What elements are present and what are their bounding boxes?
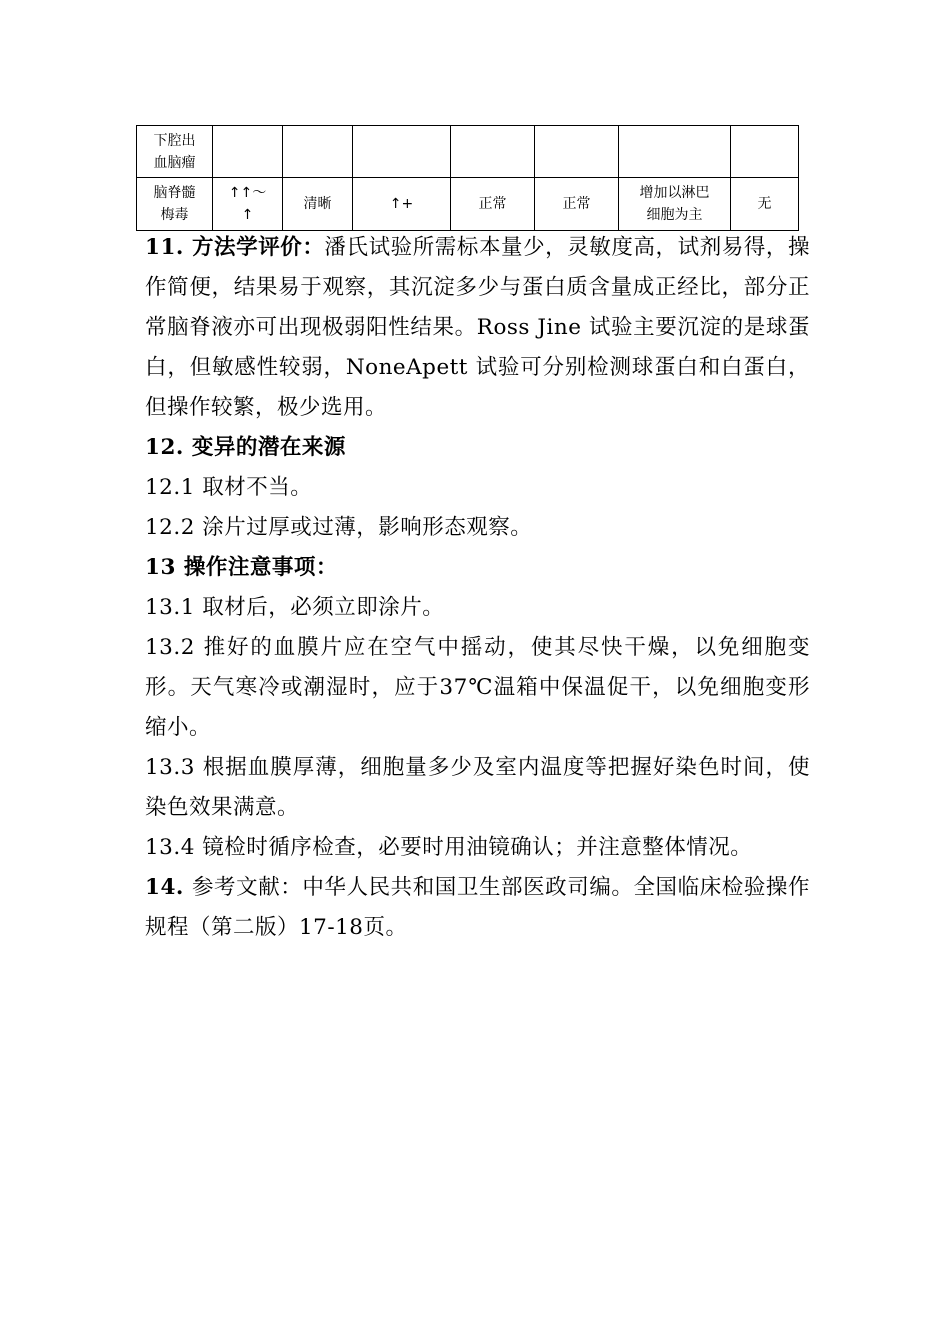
section-heading: 11. 方法学评价： xyxy=(145,235,325,260)
section-12 xyxy=(145,428,810,468)
table-cell xyxy=(283,126,353,178)
item-text: 13.1 取材后，必须立即涂片。 xyxy=(145,595,445,620)
item-text: 12.2 涂片过厚或过薄，影响形态观察。 xyxy=(145,515,533,540)
table-cell xyxy=(213,126,283,178)
item-text: 13.4 镜检时循序检查，必要时用油镜确认；并注意整体情况。 xyxy=(145,835,753,860)
csf-comparison-table xyxy=(136,125,799,231)
table-cell: 脑脊髓 梅毒 xyxy=(137,178,213,231)
item-12-2 xyxy=(145,508,810,548)
section-heading: 13 操作注意事项： xyxy=(145,555,338,580)
item-13-2 xyxy=(145,628,810,748)
section-11 xyxy=(145,228,810,428)
table-cell: 正常 xyxy=(451,178,535,231)
item-13-1 xyxy=(145,588,810,628)
table-cell xyxy=(535,126,619,178)
item-13-4 xyxy=(145,828,810,868)
table-cell xyxy=(619,126,731,178)
table-cell: 正常 xyxy=(535,178,619,231)
section-13 xyxy=(145,548,810,588)
table-cell: 清晰 xyxy=(283,178,353,231)
table-row xyxy=(137,178,799,231)
table-cell xyxy=(451,126,535,178)
table-cell: 增加以淋巴 细胞为主 xyxy=(619,178,731,231)
item-text: 13.2 推好的血膜片应在空气中摇动，使其尽快干燥，以免细胞变形。天气寒冷或潮湿时，应于37℃温箱中保温促干，以免细胞变形缩小。 xyxy=(145,635,810,740)
document-body xyxy=(145,228,810,948)
section-14 xyxy=(145,868,810,948)
item-text: 13.3 根据血膜厚薄，细胞量多少及室内温度等把握好染色时间，使染色效果满意。 xyxy=(145,755,810,820)
table-cell: ↑↑～ ↑ xyxy=(213,178,283,231)
item-12-1 xyxy=(145,468,810,508)
section-heading: 14. xyxy=(145,875,192,900)
table-cell xyxy=(731,126,799,178)
section-text: 参考文献：中华人民共和国卫生部医政司编。全国临床检验操作规程（第二版）17-18页。 xyxy=(145,875,810,940)
item-13-3 xyxy=(145,748,810,828)
table-cell xyxy=(353,126,451,178)
table-row xyxy=(137,126,799,178)
item-text: 12.1 取材不当。 xyxy=(145,475,313,500)
table-cell: 无 xyxy=(731,178,799,231)
table-cell: 下腔出 血脑瘤 xyxy=(137,126,213,178)
section-text: 潘氏试验所需标本量少，灵敏度高，试剂易得，操作简便，结果易于观察，其沉淀多少与蛋白质含量成正经比，部分正常脑脊液亦可出现极弱阳性结果。Ross Jine 试验主要沉淀的是球蛋白，但敏感性较弱，NoneApett 试验可分别检测球蛋白和白蛋白，但操作较繁，极少选用。 xyxy=(145,235,810,420)
table-cell: ↑+ xyxy=(353,178,451,231)
section-heading: 12. 变异的潜在来源 xyxy=(145,435,346,460)
